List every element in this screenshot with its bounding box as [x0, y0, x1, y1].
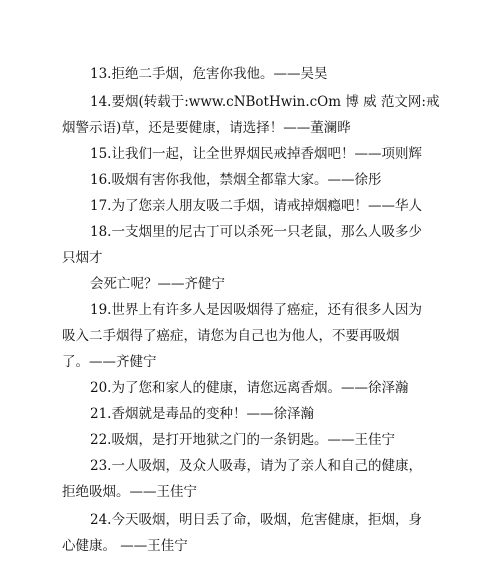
text-line-18b: 只烟才 — [62, 250, 103, 266]
text-line-19a: 19.世界上有许多人是因吸烟得了癌症，还有很多人因为 — [90, 302, 422, 318]
text-line-24b: 心健康。 ——王佳宁 — [62, 538, 188, 554]
text-line-13: 13.拒绝二手烟，危害你我他。——吴昊 — [90, 66, 328, 82]
text-line-18a: 18.一支烟里的尼古丁可以杀死一只老鼠，那么人吸多少 — [90, 224, 422, 240]
text-line-23a: 23.一人吸烟，及众人吸毒，请为了亲人和自己的健康， — [90, 458, 422, 474]
text-line-17: 17.为了您亲人朋友吸二手烟，请戒掉烟瘾吧！——华人 — [90, 198, 422, 214]
text-line-20: 20.为了您和家人的健康，请您远离香烟。——徐泽瀚 — [90, 380, 409, 396]
text-line-16: 16.吸烟有害你我他，禁烟全都靠大家。——徐彤 — [90, 172, 382, 188]
text-line-14a: 14.要烟(转载于:www.cNBotHwin.cOm 博 威 范文网:戒 — [90, 94, 440, 110]
text-line-21: 21.香烟就是毒品的变种！——徐泽瀚 — [90, 406, 314, 422]
text-line-19b: 吸入二手烟得了癌症，请您为自己也为他人，不要再吸烟 — [62, 328, 400, 344]
text-line-22: 22.吸烟，是打开地狱之门的一条钥匙。——王佳宁 — [90, 432, 395, 448]
text-line-15: 15.让我们一起，让全世界烟民戒掉香烟吧！——项则辉 — [90, 146, 422, 162]
text-line-24a: 24.今天吸烟，明日丢了命，吸烟，危害健康，拒烟，身 — [90, 512, 422, 528]
text-line-23b: 拒绝吸烟。——王佳宁 — [62, 484, 197, 500]
text-line-19c: 了。——齐健宁 — [62, 354, 157, 370]
text-line-14b: 烟警示语)草，还是要健康，请选择！——董澜晔 — [62, 120, 351, 136]
text-line-18c: 会死亡呢？——齐健宁 — [90, 276, 225, 292]
